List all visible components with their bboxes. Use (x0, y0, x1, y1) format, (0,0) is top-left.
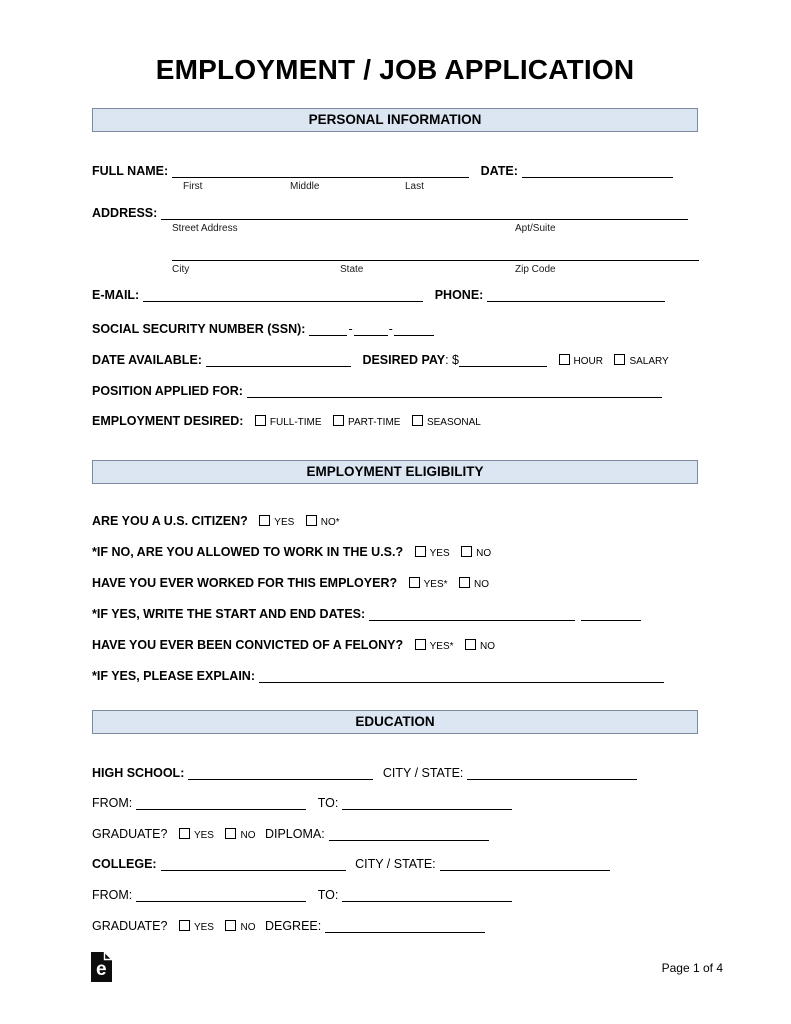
svg-text:e: e (96, 959, 107, 980)
full-time-checkbox[interactable] (255, 415, 266, 426)
start-end-dates-row (92, 606, 698, 622)
college-city-state-label: CITY / STATE: (355, 857, 436, 871)
first-name-sublabel: First (183, 181, 203, 192)
hour-checkbox[interactable] (559, 354, 570, 365)
address-sublabels-2 (92, 264, 698, 276)
part-time-checkbox-label: PART-TIME (348, 417, 401, 428)
position-applied-label: POSITION APPLIED FOR: (92, 384, 243, 398)
college-graduate-yes-label: YES (193, 922, 214, 933)
date-available-pay-row (92, 352, 698, 368)
college-graduate-yes-checkbox[interactable] (179, 920, 190, 931)
college-graduate-row (92, 918, 698, 934)
start-end-dates-field-2[interactable] (581, 610, 641, 621)
date-available-label: DATE AVAILABLE: (92, 353, 202, 367)
college-from-field[interactable] (136, 891, 306, 902)
section-header-education (92, 710, 698, 734)
hs-city-state-label: CITY / STATE: (382, 766, 464, 780)
diploma-field[interactable] (329, 830, 489, 841)
felony-explain-label: *IF YES, PLEASE EXPLAIN: (92, 669, 256, 683)
part-time-checkbox[interactable] (333, 415, 344, 426)
email-phone-row (92, 287, 698, 303)
high-school-row (92, 765, 698, 781)
page-title: EMPLOYMENT / JOB APPLICATION (155, 54, 635, 85)
felony-no-label: NO (480, 641, 496, 652)
section-header-personal-information (92, 108, 698, 132)
high-school-graduate-row (92, 826, 698, 842)
page-indicator: Page 1 of 4 (661, 961, 723, 975)
address-row (92, 205, 698, 221)
ssn-dash-2: - (388, 322, 393, 336)
employment-desired-label: EMPLOYMENT DESIRED: (92, 414, 244, 428)
worked-before-yes-label: YES* (423, 579, 448, 590)
hs-from-field[interactable] (136, 799, 306, 810)
full-name-label: FULL NAME: (92, 164, 169, 178)
hs-from-label: FROM: (92, 796, 133, 810)
seasonal-checkbox-label: SEASONAL (426, 417, 481, 428)
desired-pay-field[interactable] (459, 356, 547, 367)
ssn-dash-1: - (348, 322, 353, 336)
ssn-row (92, 321, 698, 337)
ssn-field-1[interactable] (309, 325, 347, 336)
section-title: EMPLOYMENT ELIGIBILITY (306, 464, 484, 479)
date-label: DATE: (480, 164, 518, 178)
high-school-label: HIGH SCHOOL: (92, 766, 185, 780)
degree-field[interactable] (325, 922, 485, 933)
felony-question-row (92, 637, 698, 653)
state-sublabel: State (340, 264, 364, 275)
seasonal-checkbox[interactable] (412, 415, 423, 426)
allowed-to-work-question-row (92, 544, 698, 560)
citizen-question-row (92, 513, 698, 529)
hs-graduate-yes-label: YES (193, 830, 214, 841)
position-applied-field[interactable] (247, 387, 662, 398)
worked-before-question-row (92, 575, 698, 591)
worked-before-no-checkbox[interactable] (459, 577, 470, 588)
hs-graduate-yes-checkbox[interactable] (179, 828, 190, 839)
date-field[interactable] (522, 167, 673, 178)
felony-yes-checkbox[interactable] (415, 639, 426, 650)
middle-name-sublabel: Middle (290, 181, 320, 192)
full-name-field[interactable] (172, 167, 469, 178)
section-title: EDUCATION (355, 714, 435, 729)
employment-desired-row (92, 413, 698, 429)
city-state-zip-field[interactable] (172, 250, 699, 261)
college-label: COLLEGE: (92, 857, 157, 871)
desired-pay-label: DESIRED PAY (362, 353, 446, 367)
allowed-yes-checkbox[interactable] (415, 546, 426, 557)
allowed-yes-label: YES (429, 548, 450, 559)
college-field[interactable] (161, 860, 346, 871)
high-school-dates-row (92, 795, 698, 811)
citizen-no-checkbox[interactable] (306, 515, 317, 526)
ssn-label: SOCIAL SECURITY NUMBER (SSN): (92, 322, 306, 336)
citizen-yes-checkbox[interactable] (259, 515, 270, 526)
felony-question-label: HAVE YOU EVER BEEN CONVICTED OF A FELONY? (92, 638, 404, 652)
street-address-sublabel: Street Address (172, 223, 238, 234)
form-content (92, 56, 698, 934)
address-label: ADDRESS: (92, 206, 158, 220)
hs-to-field[interactable] (342, 799, 512, 810)
degree-label: DEGREE: (264, 919, 322, 933)
start-end-dates-field[interactable] (369, 610, 575, 621)
hour-checkbox-label: HOUR (573, 356, 603, 367)
worked-before-no-label: NO (474, 579, 489, 590)
full-name-row (92, 163, 698, 179)
street-address-field[interactable] (161, 209, 688, 220)
apt-suite-sublabel: Apt/Suite (515, 223, 556, 234)
hs-city-state-field[interactable] (467, 769, 637, 780)
address-row-2 (92, 246, 698, 262)
start-end-dates-label: *IF YES, WRITE THE START AND END DATES: (92, 607, 366, 621)
allowed-to-work-question-label: *IF NO, ARE YOU ALLOWED TO WORK IN THE U.S.? (92, 545, 404, 559)
salary-checkbox-label: SALARY (629, 356, 669, 367)
zip-code-sublabel: Zip Code (515, 264, 556, 275)
college-to-field[interactable] (342, 891, 512, 902)
citizen-yes-label: YES (274, 517, 295, 528)
college-graduate-no-checkbox[interactable] (225, 920, 236, 931)
ssn-field-2[interactable] (354, 325, 388, 336)
hs-graduate-no-checkbox[interactable] (225, 828, 236, 839)
email-label: E-MAIL: (92, 288, 140, 302)
hs-graduate-no-label: NO (240, 830, 256, 841)
date-available-field[interactable] (206, 356, 351, 367)
diploma-label: DIPLOMA: (264, 827, 325, 841)
hs-to-label: TO: (317, 796, 339, 810)
allowed-no-label: NO (476, 548, 492, 559)
city-sublabel: City (172, 264, 190, 275)
ssn-field-3[interactable] (394, 325, 434, 336)
high-school-field[interactable] (188, 769, 373, 780)
name-sublabels (92, 181, 698, 193)
citizen-question-label: ARE YOU A U.S. CITIZEN? (92, 514, 248, 528)
felony-explain-row (92, 668, 698, 684)
address-sublabels-1 (92, 223, 698, 235)
college-row (92, 856, 698, 872)
allowed-no-checkbox[interactable] (461, 546, 472, 557)
phone-field[interactable] (487, 291, 665, 302)
college-city-state-field[interactable] (440, 860, 610, 871)
college-dates-row (92, 887, 698, 903)
felony-yes-label: YES* (429, 641, 454, 652)
felony-no-checkbox[interactable] (465, 639, 476, 650)
college-to-label: TO: (317, 888, 339, 902)
phone-label: PHONE: (434, 288, 484, 302)
section-title: PERSONAL INFORMATION (308, 112, 482, 127)
desired-pay-dollar: : $ (445, 353, 460, 367)
email-field[interactable] (143, 291, 423, 302)
salary-checkbox[interactable] (614, 354, 625, 365)
position-row (92, 383, 698, 399)
eforms-logo-icon (90, 951, 113, 983)
section-header-employment-eligibility (92, 460, 698, 484)
worked-before-yes-checkbox[interactable] (409, 577, 420, 588)
felony-explain-field[interactable] (259, 672, 664, 683)
worked-before-question-label: HAVE YOU EVER WORKED FOR THIS EMPLOYER? (92, 576, 398, 590)
college-graduate-no-label: NO (240, 922, 256, 933)
college-graduate-label: GRADUATE? (92, 919, 168, 933)
hs-graduate-label: GRADUATE? (92, 827, 168, 841)
full-time-checkbox-label: FULL-TIME (269, 417, 322, 428)
college-from-label: FROM: (92, 888, 133, 902)
last-name-sublabel: Last (405, 181, 424, 192)
citizen-no-label: NO* (320, 517, 340, 528)
